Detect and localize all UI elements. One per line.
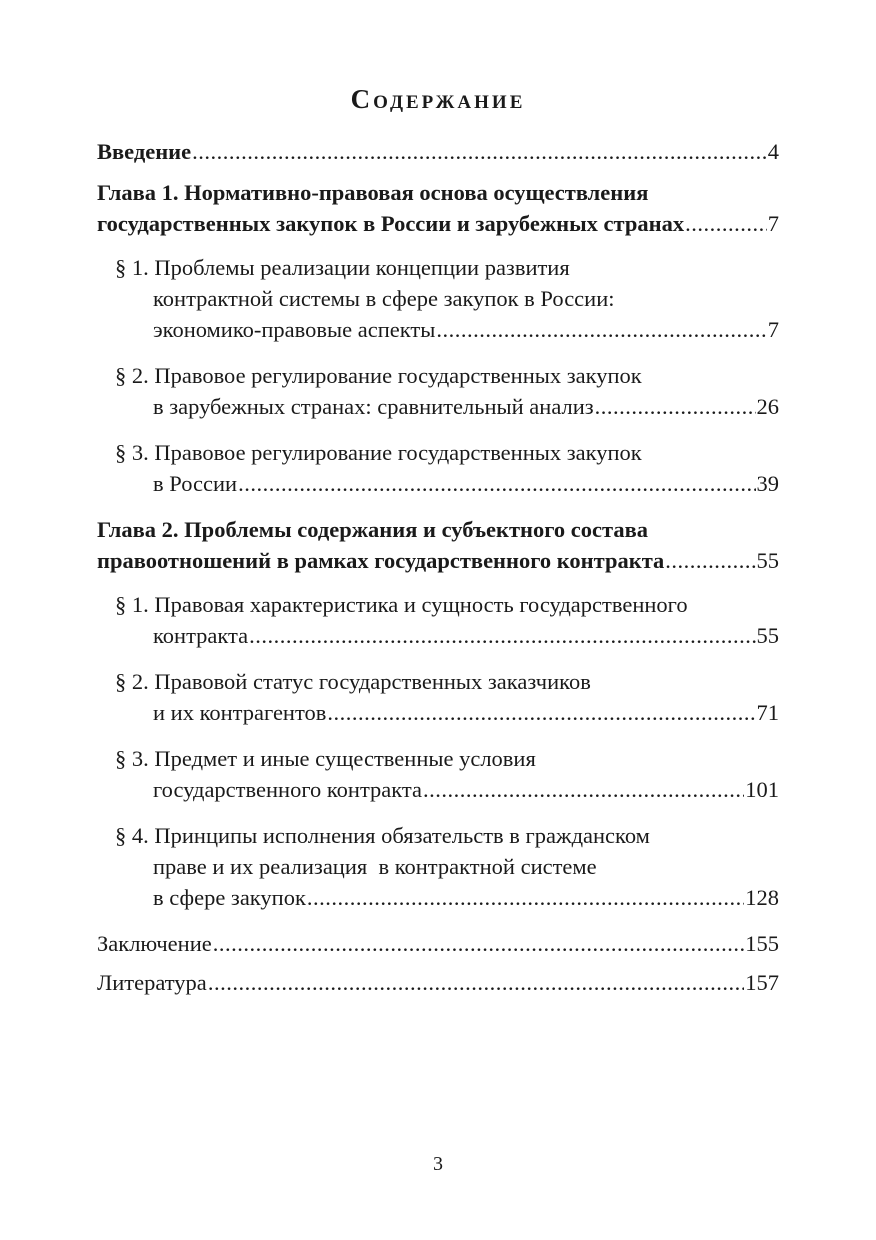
toc-entry-chapter-1[interactable] bbox=[97, 177, 779, 239]
toc-page-number: 7 bbox=[767, 317, 779, 342]
toc-entry-ch1-section-3[interactable] bbox=[97, 437, 779, 499]
toc-entry-title: § 1. Правовая характеристика и сущность государственного bbox=[115, 592, 688, 617]
toc-page-number: 55 bbox=[756, 623, 779, 648]
toc-page-number: 128 bbox=[745, 885, 779, 910]
table-of-contents bbox=[97, 136, 779, 1006]
toc-page-number: 39 bbox=[756, 471, 779, 496]
toc-page-number: 155 bbox=[745, 931, 779, 956]
toc-page-number: 26 bbox=[756, 394, 779, 419]
page-title: Содержание bbox=[350, 84, 526, 114]
toc-entry-ch2-section-4[interactable] bbox=[97, 820, 779, 913]
dot-leader bbox=[327, 697, 755, 728]
toc-entry-title: Заключение bbox=[97, 931, 212, 956]
toc-entry-title: § 1. Проблемы реализации концепции развития bbox=[115, 255, 570, 280]
toc-entry-title: § 2. Правовое регулирование государственных закупок bbox=[115, 363, 642, 388]
dot-leader bbox=[249, 620, 755, 651]
dot-leader bbox=[423, 774, 744, 805]
toc-entry-conclusion[interactable] bbox=[97, 928, 779, 959]
toc-entry-introduction[interactable] bbox=[97, 136, 779, 167]
toc-entry-title-continued: и их контрагентов bbox=[153, 700, 327, 725]
toc-entry-bibliography[interactable] bbox=[97, 967, 779, 998]
toc-entry-title: § 3. Правовое регулирование государственных закупок bbox=[115, 440, 642, 465]
toc-entry-title-continued: в России bbox=[153, 471, 238, 496]
dot-leader bbox=[665, 545, 755, 576]
page-number: 3 bbox=[433, 1153, 443, 1175]
toc-entry-title: Глава 2. Проблемы содержания и субъектного состава bbox=[97, 517, 649, 542]
toc-page-number: 4 bbox=[767, 139, 779, 164]
toc-entry-ch1-section-2[interactable] bbox=[97, 360, 779, 422]
dot-leader bbox=[685, 208, 767, 239]
toc-entry-title-continued: в сфере закупок bbox=[153, 885, 306, 910]
toc-entry-ch2-section-2[interactable] bbox=[97, 666, 779, 728]
dot-leader bbox=[436, 314, 766, 345]
toc-entry-title: Введение bbox=[97, 139, 192, 164]
toc-entry-title-continued: государственных закупок в России и зарубежных странах bbox=[97, 211, 685, 236]
toc-entry-title-continued: экономико-правовые аспекты bbox=[153, 317, 436, 342]
toc-entry-title-continued: контрактной системы в сфере закупок в России: bbox=[153, 286, 615, 311]
toc-entry-title-continued: в зарубежных странах: сравнительный анализ bbox=[153, 394, 594, 419]
toc-entry-title-continued: праве и их реализация в контрактной системе bbox=[153, 854, 597, 879]
dot-leader bbox=[213, 928, 745, 959]
toc-entry-chapter-2[interactable] bbox=[97, 514, 779, 576]
dot-leader bbox=[595, 391, 756, 422]
toc-entry-ch2-section-1[interactable] bbox=[97, 589, 779, 651]
dot-leader bbox=[192, 136, 767, 167]
dot-leader bbox=[208, 967, 744, 998]
toc-entry-title-continued: контракта bbox=[153, 623, 249, 648]
toc-entry-title: § 2. Правовой статус государственных заказчиков bbox=[115, 669, 591, 694]
toc-entry-title: § 3. Предмет и иные существенные условия bbox=[115, 746, 536, 771]
toc-page-number: 71 bbox=[756, 700, 779, 725]
toc-entry-title: Глава 1. Нормативно-правовая основа осуществления bbox=[97, 180, 649, 205]
toc-entry-title-continued: государственного контракта bbox=[153, 777, 423, 802]
toc-entry-title: § 4. Принципы исполнения обязательств в гражданском bbox=[115, 823, 650, 848]
toc-page-number: 7 bbox=[767, 211, 779, 236]
toc-page-number: 157 bbox=[745, 970, 779, 995]
toc-entry-ch2-section-3[interactable] bbox=[97, 743, 779, 805]
toc-entry-ch1-section-1[interactable] bbox=[97, 252, 779, 345]
dot-leader bbox=[238, 468, 755, 499]
toc-page-number: 101 bbox=[745, 777, 779, 802]
toc-page-number: 55 bbox=[756, 548, 779, 573]
toc-entry-title-continued: правоотношений в рамках государственного контракта bbox=[97, 548, 665, 573]
dot-leader bbox=[307, 882, 744, 913]
toc-entry-title: Литература bbox=[97, 970, 207, 995]
